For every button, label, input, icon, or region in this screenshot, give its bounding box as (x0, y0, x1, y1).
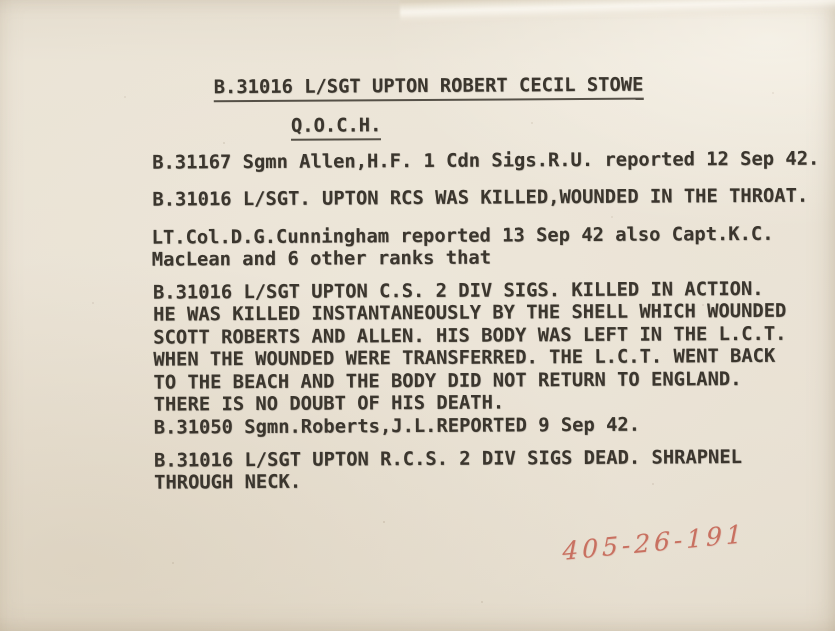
typed-line: HE WAS KILLED INSTANTANEOUSLY BY THE SHELL WHICH WOUNDED (153, 301, 787, 327)
handwritten-file-number: 405-26-191 (562, 519, 746, 566)
typed-line: B.31167 Sgmn Allen,H.F. 1 Cdn Sigs.R.U. reported 12 Sep 42. (152, 148, 820, 174)
typed-entry-report-allen (152, 149, 819, 175)
typed-entry-report-roberts (154, 415, 640, 440)
typed-line: B.31016 L/SGT UPTON C.S. 2 DIV SIGS. KILLED IN ACTION. (152, 278, 764, 304)
typed-line: WHEN THE WOUNDED WERE TRANSFERRED. THE L.C.T. WENT BACK (153, 346, 776, 371)
document-title: B.31016 L/SGT UPTON ROBERT CECIL STOWE (214, 75, 644, 103)
typed-entry-report-cunningham (152, 224, 774, 273)
typed-line: THROUGH NECK. (154, 472, 302, 495)
typed-line: TO THE BEACH AND THE BODY DID NOT RETURN TO ENGLAND. (153, 368, 742, 394)
typed-line: B.31016 L/SGT UPTON R.C.S. 2 DIV SIGS DEAD. SHRAPNEL (153, 447, 743, 472)
typed-line: THERE IS NO DOUBT OF HIS DEATH. (153, 392, 505, 416)
typed-line: MacLean and 6 other ranks that (151, 247, 492, 272)
typed-line: SCOTT ROBERTS AND ALLEN. HIS BODY WAS LEFT IN THE L.C.T. (153, 323, 787, 349)
typed-entry-shrapnel-neck (154, 447, 742, 495)
typed-line: LT.Col.D.G.Cunningham reported 13 Sep 42 also Capt.K.C. (151, 223, 774, 249)
typed-entry-killed-in-action (153, 279, 787, 417)
typed-entry-killed-throat (152, 186, 808, 212)
typed-line: B.31016 L/SGT. UPTON RCS WAS KILLED,WOUNDED IN THE THROAT. (152, 185, 809, 211)
typed-line: B.31050 Sgmn.Roberts,J.L.REPORTED 9 Sep 42. (153, 414, 641, 439)
document-unit-heading: Q.O.C.H. (291, 115, 382, 141)
